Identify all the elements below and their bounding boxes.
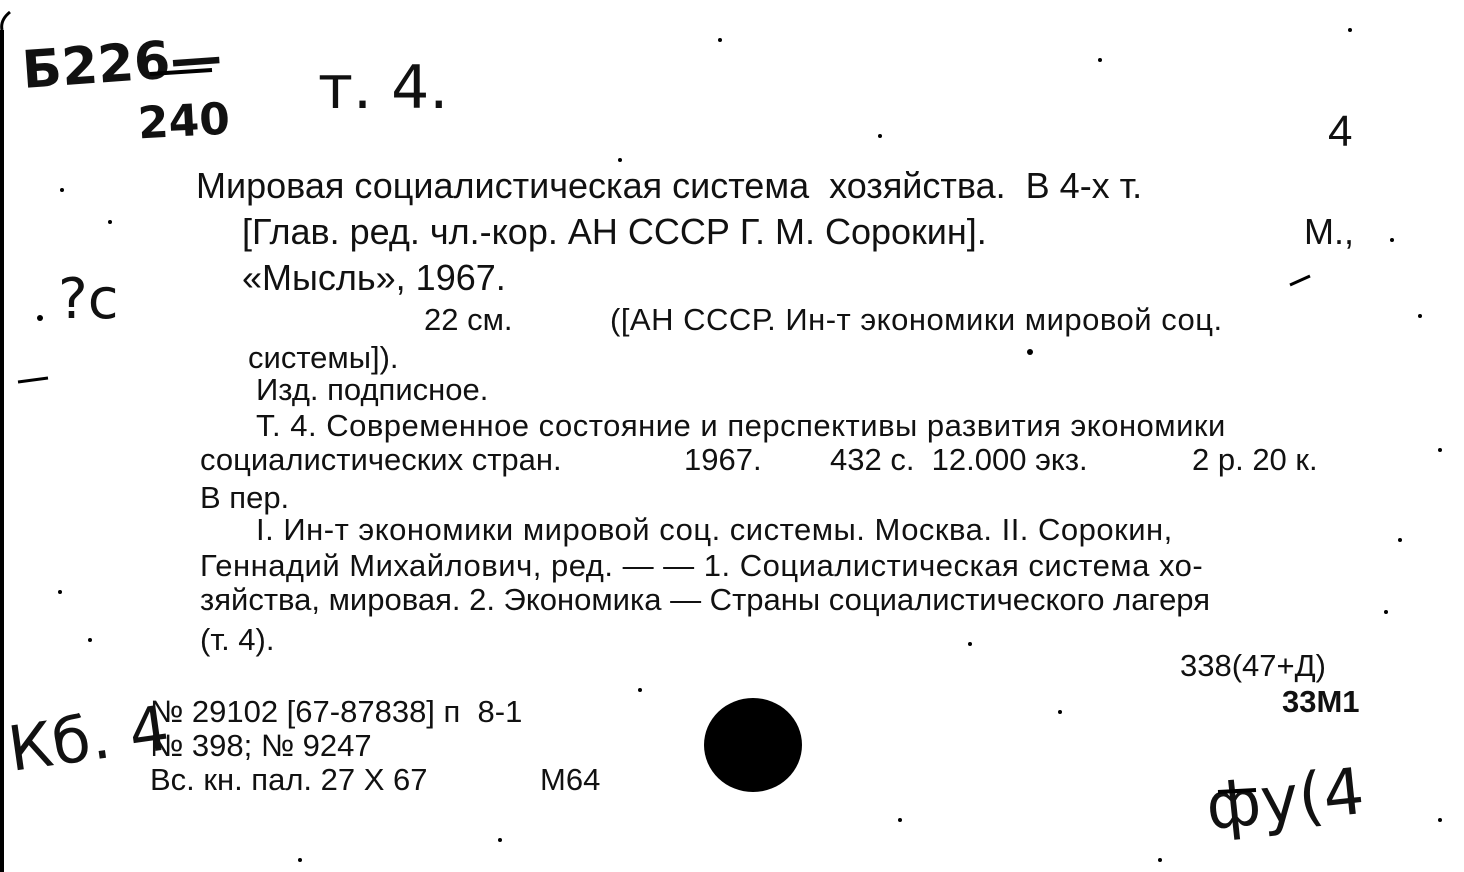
binding-note: В пер. bbox=[200, 480, 290, 515]
tracing-line-3: зяйства, мировая. 2. Экономика — Страны социалистического лагеря bbox=[200, 582, 1210, 617]
title-line: Мировая социалистическая система хозяйства. В 4-х т. bbox=[196, 165, 1143, 206]
register-number-line: № 398; № 9247 bbox=[150, 728, 372, 763]
tracing-line-1: I. Ин-т экономики мировой соц. системы. Москва. II. Сорокин, bbox=[256, 512, 1173, 547]
author-mark: 33М1 bbox=[1282, 684, 1360, 719]
editor-line: [Глав. ред. чл.-кор. АН СССР Г. М. Сорокин]. bbox=[242, 211, 987, 252]
handwritten-shelf-mark: Б226— bbox=[20, 27, 225, 101]
volume-title-line: Т. 4. Современное состояние и перспективы развития экономики bbox=[256, 408, 1226, 443]
volume-title-end: социалистических стран. bbox=[200, 442, 562, 477]
volume-year: 1967. bbox=[684, 442, 762, 477]
place-of-publication: М., bbox=[1304, 211, 1354, 252]
handwritten-right-bottom-code: фу(4 bbox=[1202, 754, 1368, 846]
udc-code: 338(47+Д) bbox=[1180, 648, 1326, 683]
edition-note: Изд. подписное. bbox=[256, 372, 489, 407]
handwritten-shelf-number: 240 bbox=[136, 93, 232, 150]
handwritten-side-code: ?с bbox=[58, 267, 119, 332]
tracing-line-2: Геннадий Михайлович, ред. — — 1. Социалистическая система хо- bbox=[200, 548, 1204, 583]
volume-pages-copies: 432 с. 12.000 экз. bbox=[830, 442, 1088, 477]
handwritten-volume-note: т. 4. bbox=[318, 53, 449, 123]
series-line-end: системы]). bbox=[248, 340, 399, 375]
size-line: 22 см. bbox=[424, 302, 513, 337]
handwritten-left-bottom-code: Кб. 4 bbox=[3, 691, 174, 786]
card-number: 4 bbox=[1328, 107, 1353, 156]
chamber-line: Вс. кн. пал. 27 X 67 bbox=[150, 762, 428, 797]
tracing-line-4: (т. 4). bbox=[200, 622, 275, 657]
series-line: ([АН СССР. Ин-т экономики мировой соц. bbox=[610, 302, 1223, 337]
order-number-line: № 29102 [67-87838] п 8-1 bbox=[150, 694, 523, 729]
chamber-code: М64 bbox=[540, 762, 601, 797]
volume-price: 2 р. 20 к. bbox=[1192, 442, 1318, 477]
publisher-line: «Мысль», 1967. bbox=[242, 257, 506, 298]
